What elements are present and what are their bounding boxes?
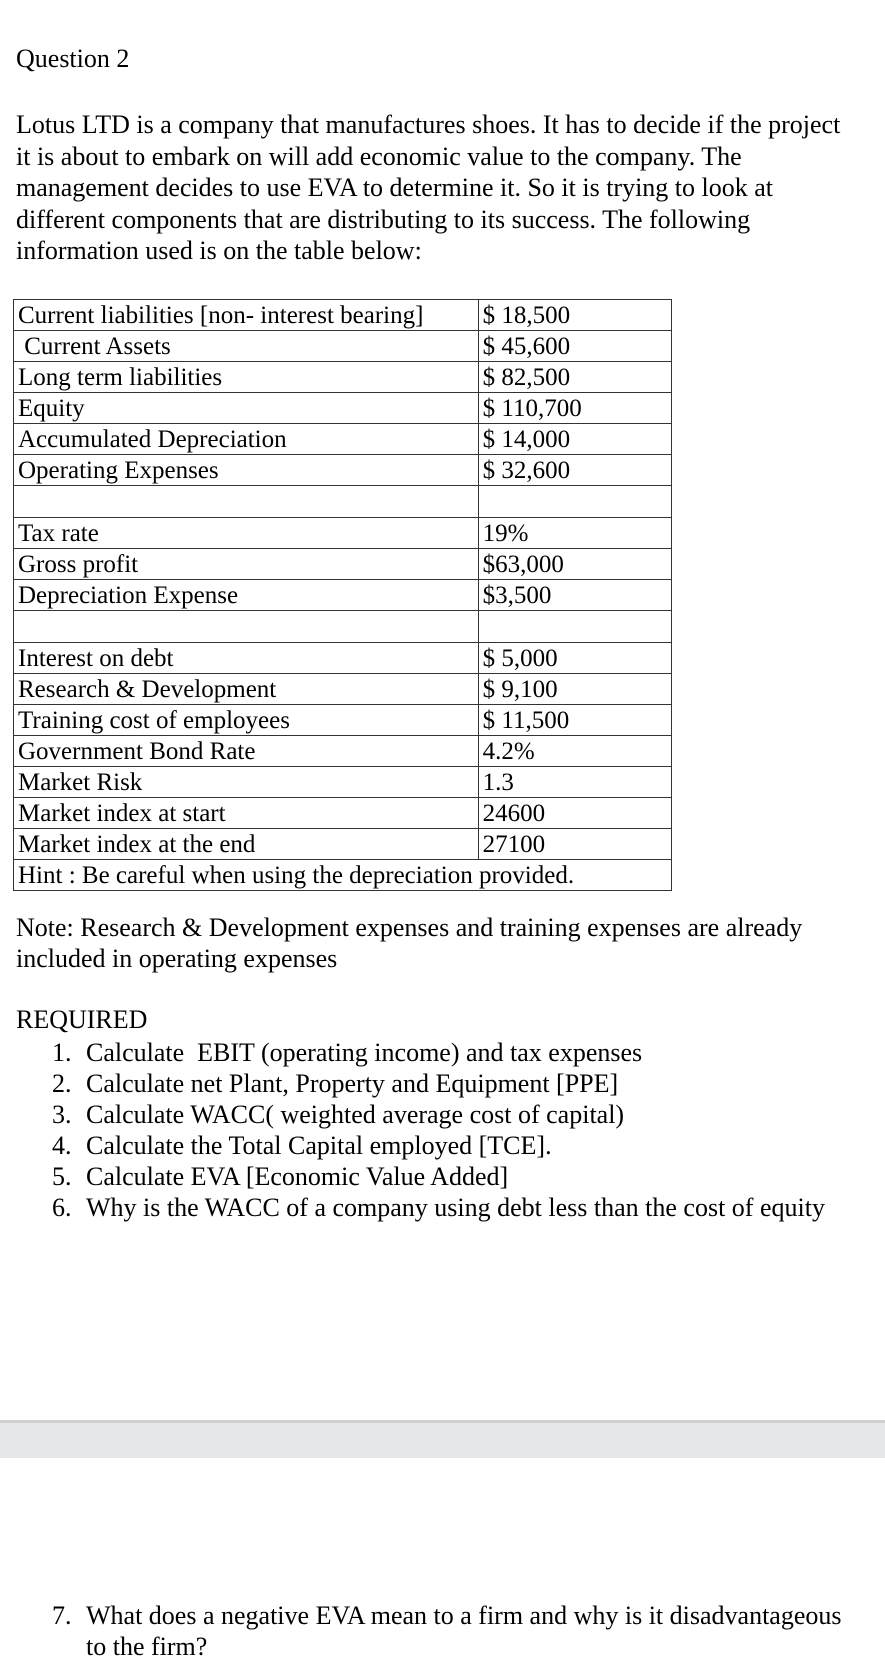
intro-paragraph: Lotus LTD is a company that manufactures shoes. It has to decide if the project it is about to embark on will add economic value to the company. The management decides to use EVA to determine it. So it is trying to look at different components that are distributing to its success. The following information used is on the table below: (16, 110, 841, 265)
requirements-list (0, 1037, 860, 1223)
table-row (14, 705, 672, 736)
table-row (14, 331, 672, 362)
table-spacer-row (14, 611, 672, 643)
table-row (14, 674, 672, 705)
question-title: Question 2 (16, 44, 130, 73)
row-label: Operating Expenses (14, 455, 479, 486)
list-number: 5. (52, 1162, 72, 1191)
table-row (14, 549, 672, 580)
row-label: Depreciation Expense (14, 580, 479, 611)
row-label: Interest on debt (14, 643, 479, 674)
table-row (14, 580, 672, 611)
financial-data-table (13, 299, 672, 891)
row-label: Market index at start (14, 798, 479, 829)
list-item (0, 1068, 860, 1099)
note-paragraph: Note: Research & Development expenses and training expenses are already included in operating expenses (16, 913, 803, 973)
table-row (14, 798, 672, 829)
table-row (14, 829, 672, 860)
question-7 (0, 1600, 860, 1662)
list-number: 7. (52, 1601, 72, 1630)
hint-text: Hint : Be careful when using the depreciation provided. (14, 860, 672, 891)
list-item (0, 1192, 860, 1223)
list-number: 6. (52, 1193, 72, 1222)
row-value: $ 45,600 (478, 331, 671, 362)
row-value: $ 9,100 (478, 674, 671, 705)
row-label: Government Bond Rate (14, 736, 479, 767)
row-label: Gross profit (14, 549, 479, 580)
row-label: Accumulated Depreciation (14, 424, 479, 455)
list-text: Calculate WACC( weighted average cost of capital) (86, 1100, 625, 1129)
table-row (14, 455, 672, 486)
list-text: Calculate EBIT (operating income) and tax expenses (86, 1038, 643, 1067)
table-spacer-row (14, 486, 672, 518)
row-label: Current liabilities [non- interest bearing] (14, 300, 479, 331)
list-item (0, 1161, 860, 1192)
table-row (14, 643, 672, 674)
row-value: 1.3 (478, 767, 671, 798)
row-value: $63,000 (478, 549, 671, 580)
row-label: Equity (14, 393, 479, 424)
row-value: $ 5,000 (478, 643, 671, 674)
list-item (0, 1099, 860, 1130)
list-number: 1. (52, 1038, 72, 1067)
page-separator (0, 1420, 885, 1458)
row-label: Current Assets (14, 331, 479, 362)
row-value: $ 82,500 (478, 362, 671, 393)
row-label: Market index at the end (14, 829, 479, 860)
row-value: 24600 (478, 798, 671, 829)
list-item (0, 1130, 860, 1161)
table-row (14, 393, 672, 424)
list-text: Calculate net Plant, Property and Equipment [PPE] (86, 1069, 619, 1098)
row-value: $ 14,000 (478, 424, 671, 455)
row-label: Training cost of employees (14, 705, 479, 736)
row-value: $3,500 (478, 580, 671, 611)
row-value: $ 110,700 (478, 393, 671, 424)
table-row (14, 518, 672, 549)
list-text: Calculate EVA [Economic Value Added] (86, 1162, 509, 1191)
row-value: 4.2% (478, 736, 671, 767)
table-row (14, 767, 672, 798)
row-label: Research & Development (14, 674, 479, 705)
list-text: Why is the WACC of a company using debt less than the cost of equity (86, 1193, 825, 1222)
row-value: $ 32,600 (478, 455, 671, 486)
list-number: 2. (52, 1069, 72, 1098)
row-value: $ 18,500 (478, 300, 671, 331)
list-number: 3. (52, 1100, 72, 1129)
list-text: Calculate the Total Capital employed [TCE]. (86, 1131, 552, 1160)
table-row (14, 362, 672, 393)
table-row (14, 300, 672, 331)
row-value: $ 11,500 (478, 705, 671, 736)
list-item (0, 1037, 860, 1068)
row-label: Market Risk (14, 767, 479, 798)
list-text: What does a negative EVA mean to a firm and why is it disadvantageous to the firm? (86, 1601, 842, 1661)
row-value: 27100 (478, 829, 671, 860)
required-heading: REQUIRED (16, 1005, 148, 1034)
table-hint-row (14, 860, 672, 891)
table-row (14, 736, 672, 767)
row-label: Tax rate (14, 518, 479, 549)
table-row (14, 424, 672, 455)
list-number: 4. (52, 1131, 72, 1160)
row-label: Long term liabilities (14, 362, 479, 393)
row-value: 19% (478, 518, 671, 549)
